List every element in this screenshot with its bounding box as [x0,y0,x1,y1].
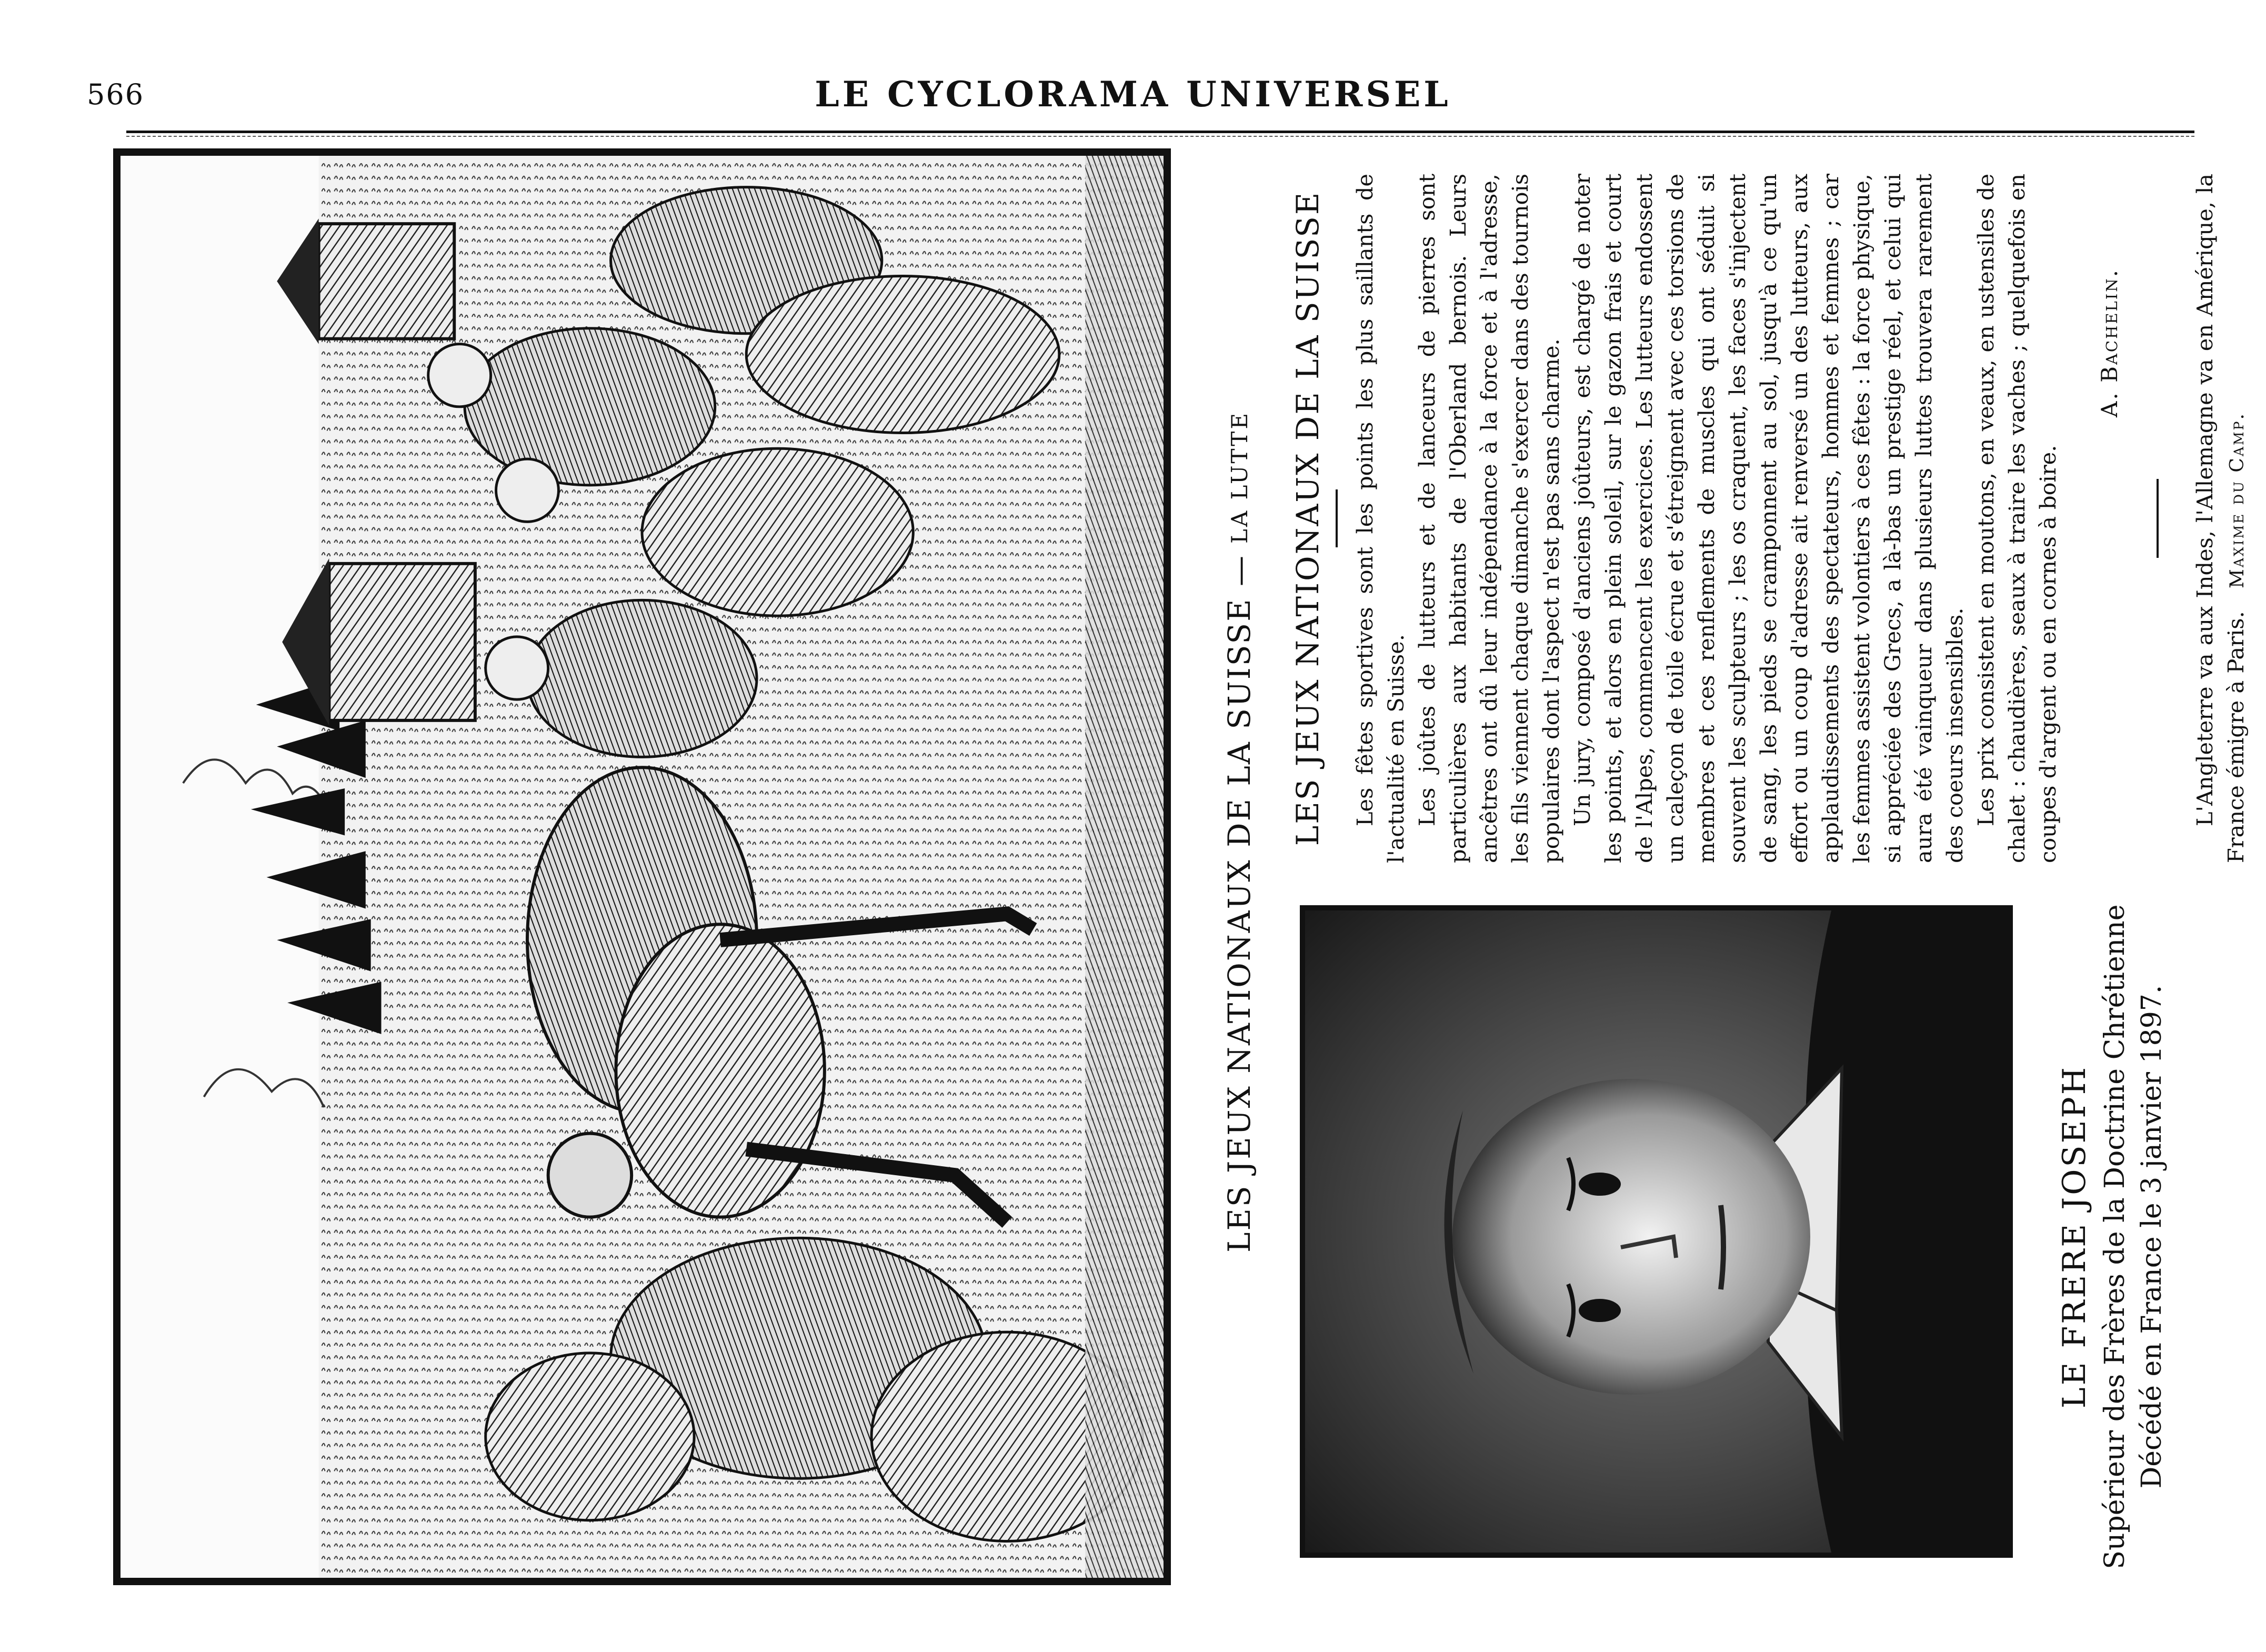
journal-title: LE CYCLORAMA UNIVERSEL [815,74,1451,115]
portrait-illustration [1305,910,2008,1553]
engraving-caption [1205,411,1274,1253]
article [1284,174,2249,863]
article-paragraph: Les prix consistent en moutons, en veaux, en ustensiles de chalet : chaudières, seaux à traire les vaches ; quelquefois en coupes d'argent ou en cornes à boire. [1973,174,2061,863]
article-paragraph: Les fêtes sportives sont les points les plus saillants de l'actualité en Suisse. [1352,174,1409,863]
quotation-text: L'Angleterre va aux Indes, l'Allemagne va en Amérique, la France émigre à Paris. [2192,174,2249,863]
article-title: LES JEUX NATIONAUX DE LA SUISSE [1290,191,1326,846]
engraving-caption-sub: LA LUTTE [1226,411,1252,544]
quotation-author: Maxime du Camp. [2227,412,2248,589]
portrait-caption [2052,903,2205,1571]
article-separator [2157,479,2159,558]
article-title-rule [1336,489,1338,547]
portrait-subtitle: Supérieur des Frères de la Doctrine Chrétienne [2099,904,2131,1569]
page-number: 566 [87,78,145,111]
article-paragraph: Un jury, composé d'anciens joûteurs, est chargé de noter les points, et alors en plein soleil, sur le gazon frais et court de l'Alpes, commencent les exercices. Les lutteurs endossent un caleçon de toile écrue et s'étreignent avec ces torsions de membres et ces renflements de muscles qui ont séduit si souvent les sculpteurs ; les os craquent, les faces s'injectent de sang, les pieds se cramponnent au sol, jusqu'à ce qu'un effort ou un coup d'adresse ait renversé un des lutteurs, aux applaudissements des spectateurs, hommes et femmes ; car les femmes assistent volontiers à ces fêtes : la force physique, si appréciée des Grecs, a là-bas un prestige réel, et celui qui aura été vainqueur dans plusieurs luttes trouvera rarement des coeurs insensibles. [1569,174,1968,863]
engraving-wrestling-scene [113,148,1171,1585]
portrait-death-date: Décédé en France le 3 janvier 1897. [2136,985,2168,1489]
quotation-note [2189,174,2253,863]
portrait-frere-joseph [1300,905,2013,1558]
article-signature: A. Bachelin. [2097,268,2122,417]
portrait-name: LE FRERE JOSEPH [2056,1065,2093,1409]
engraving-illustration [121,156,1164,1578]
header-rule [126,131,2194,133]
header-rule-dashed [126,136,2194,137]
engraving-caption-main: LES JEUX NATIONAUX DE LA SUISSE — [1221,554,1257,1253]
article-paragraph: Les joûtes de lutteurs et de lanceurs de pierres sont particulières aux habitants de l'Oberland bernois. Leurs ancêtres ont dû leur indépendance à la force et à l'adresse, les fils viennent chaque dimanche s'exercer dans des tournois populaires dont l'aspect n'est pas sans charme. [1414,174,1564,863]
